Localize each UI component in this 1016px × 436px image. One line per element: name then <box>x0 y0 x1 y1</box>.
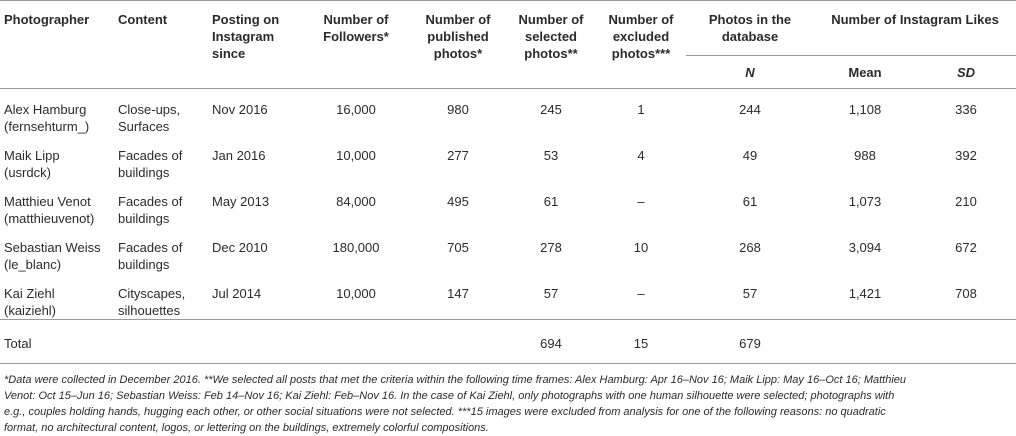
cell-empty <box>114 320 208 364</box>
photographer-name: Sebastian Weiss <box>4 240 101 255</box>
cell-n: 268 <box>739 240 761 255</box>
cell-selected: 57 <box>543 286 559 301</box>
cell-photographer <box>0 89 114 136</box>
content-line: Cityscapes, <box>118 286 186 301</box>
cell-n: 49 <box>742 148 758 163</box>
cell-n: 57 <box>742 286 758 301</box>
photographer-name: Matthieu Venot <box>4 194 91 209</box>
header-database-line: Photos in the <box>708 12 792 27</box>
cell-sd: 392 <box>955 148 977 163</box>
header-posting-since-line: since <box>212 46 246 61</box>
content-line: Surfaces <box>118 119 170 134</box>
cell-mean: 1,108 <box>848 102 882 117</box>
content-line: Facades of <box>118 194 183 209</box>
cell-empty <box>208 320 302 364</box>
header-followers-line: Followers* <box>323 29 389 44</box>
cell-photographer <box>0 135 114 181</box>
cell-followers: 84,000 <box>336 194 376 209</box>
header-photographer: Photographer <box>0 1 114 89</box>
header-selected-line: selected <box>524 29 578 44</box>
header-published-line: Number of <box>425 12 491 27</box>
cell-content <box>114 89 208 136</box>
cell-total-excluded: 15 <box>596 320 686 364</box>
content-line: buildings <box>118 257 170 272</box>
cell-total-selected: 694 <box>506 320 596 364</box>
cell-published: 705 <box>447 240 469 255</box>
cell-mean: 1,073 <box>848 194 882 209</box>
header-published <box>410 1 506 89</box>
header-database-n: N <box>686 56 814 89</box>
cell-photographer <box>0 181 114 227</box>
table-row-total <box>0 320 1016 364</box>
cell-followers: 10,000 <box>336 148 376 163</box>
header-posting-since <box>208 1 302 89</box>
cell-published: 277 <box>447 148 469 163</box>
cell-excluded: 4 <box>637 148 645 163</box>
cell-selected: 61 <box>543 194 559 209</box>
content-line: Facades of <box>118 240 183 255</box>
cell-n: 244 <box>739 102 761 117</box>
cell-photographer <box>0 273 114 320</box>
header-followers-line: Number of <box>323 12 389 27</box>
photographer-handle: (usrdck) <box>4 165 51 180</box>
cell-sd: 336 <box>955 102 977 117</box>
photographer-name: Maik Lipp <box>4 148 60 163</box>
cell-sd: 708 <box>955 286 977 301</box>
cell-selected: 245 <box>540 102 562 117</box>
table-row <box>0 273 1016 320</box>
cell-mean: 3,094 <box>848 240 882 255</box>
content-line: Close-ups, <box>118 102 181 117</box>
cell-published: 147 <box>447 286 469 301</box>
cell-total-label: Total <box>0 320 114 364</box>
cell-sd: 672 <box>955 240 977 255</box>
cell-photographer <box>0 227 114 273</box>
header-selected-line: Number of <box>518 12 584 27</box>
header-selected-line: photos** <box>524 46 578 61</box>
content-line: Facades of <box>118 148 183 163</box>
cell-content <box>114 181 208 227</box>
header-selected <box>506 1 596 89</box>
table-row <box>0 227 1016 273</box>
photographer-handle: (le_blanc) <box>4 257 62 272</box>
cell-empty <box>814 320 916 364</box>
cell-followers: 16,000 <box>336 102 376 117</box>
header-excluded-line: Number of <box>608 12 674 27</box>
content-line: silhouettes <box>118 303 181 318</box>
header-published-line: published <box>427 29 489 44</box>
cell-content <box>114 135 208 181</box>
photographer-handle: (matthieuvenot) <box>4 211 95 226</box>
content-line: buildings <box>118 211 170 226</box>
content-line: buildings <box>118 165 170 180</box>
photographer-handle: (fernsehturm_) <box>4 119 90 134</box>
cell-excluded: – <box>637 286 645 301</box>
cell-since: Nov 2016 <box>212 102 268 117</box>
cell-n: 61 <box>742 194 758 209</box>
cell-since: Jan 2016 <box>212 148 266 163</box>
cell-followers: 10,000 <box>336 286 376 301</box>
photographer-name: Kai Ziehl <box>4 286 55 301</box>
table-row <box>0 89 1016 136</box>
cell-published: 495 <box>447 194 469 209</box>
cell-empty <box>916 320 1016 364</box>
cell-selected: 278 <box>540 240 562 255</box>
cell-mean: 1,421 <box>848 286 882 301</box>
table-row <box>0 135 1016 181</box>
cell-since: May 2013 <box>212 194 270 209</box>
footnote-line: format, no architectural content, logos, or lettering on the buildings, extremely colorful compositions. <box>4 422 489 434</box>
cell-since: Dec 2010 <box>212 240 268 255</box>
cell-content <box>114 227 208 273</box>
cell-content <box>114 273 208 320</box>
footnote-line: *Data were collected in December 2016. **We selected all posts that met the criteria within the following time frames: Alex Hamburg: Apr 16–Nov 16; Maik Lipp: May 16–Oct 16; Matthieu <box>4 374 907 386</box>
cell-excluded: 10 <box>633 240 649 255</box>
header-excluded <box>596 1 686 89</box>
photographer-handle: (kaiziehl) <box>4 303 57 318</box>
cell-followers: 180,000 <box>332 240 380 255</box>
header-followers <box>302 1 410 89</box>
cell-sd: 210 <box>955 194 977 209</box>
cell-empty <box>302 320 410 364</box>
cell-excluded: – <box>637 194 645 209</box>
header-posting-since-line: Instagram <box>212 29 275 44</box>
header-published-line: photos* <box>433 46 483 61</box>
cell-since: Jul 2014 <box>212 286 262 301</box>
cell-mean: 988 <box>854 148 876 163</box>
header-likes-mean: Mean <box>814 56 916 89</box>
table-row <box>0 181 1016 227</box>
cell-empty <box>410 320 506 364</box>
header-database <box>686 1 814 56</box>
cell-selected: 53 <box>543 148 559 163</box>
footnote-line: e.g., couples holding hands, hugging each other, or other social situations were not selected. ***15 images were excluded from analysis for one of the following reasons: no quadratic <box>4 406 886 418</box>
cell-excluded: 1 <box>637 102 645 117</box>
header-excluded-line: excluded <box>612 29 670 44</box>
header-database-line: database <box>721 29 779 44</box>
header-likes-sd: SD <box>916 56 1016 89</box>
cell-published: 980 <box>447 102 469 117</box>
table-footnote <box>0 364 1016 436</box>
header-content: Content <box>114 1 208 89</box>
header-posting-since-line: Posting on <box>212 12 280 27</box>
photographer-name: Alex Hamburg <box>4 102 87 117</box>
header-excluded-line: photos*** <box>611 46 671 61</box>
header-likes: Number of Instagram Likes <box>814 1 1016 56</box>
cell-total-n: 679 <box>686 320 814 364</box>
footnote-line: Venot: Oct 15–Jun 16; Sebastian Weiss: Feb 14–Nov 16; Kai Ziehl: Feb–Nov 16. In the case of Kai Ziehl, only photographs with one human silhouette were selected; photographs with <box>4 390 895 402</box>
